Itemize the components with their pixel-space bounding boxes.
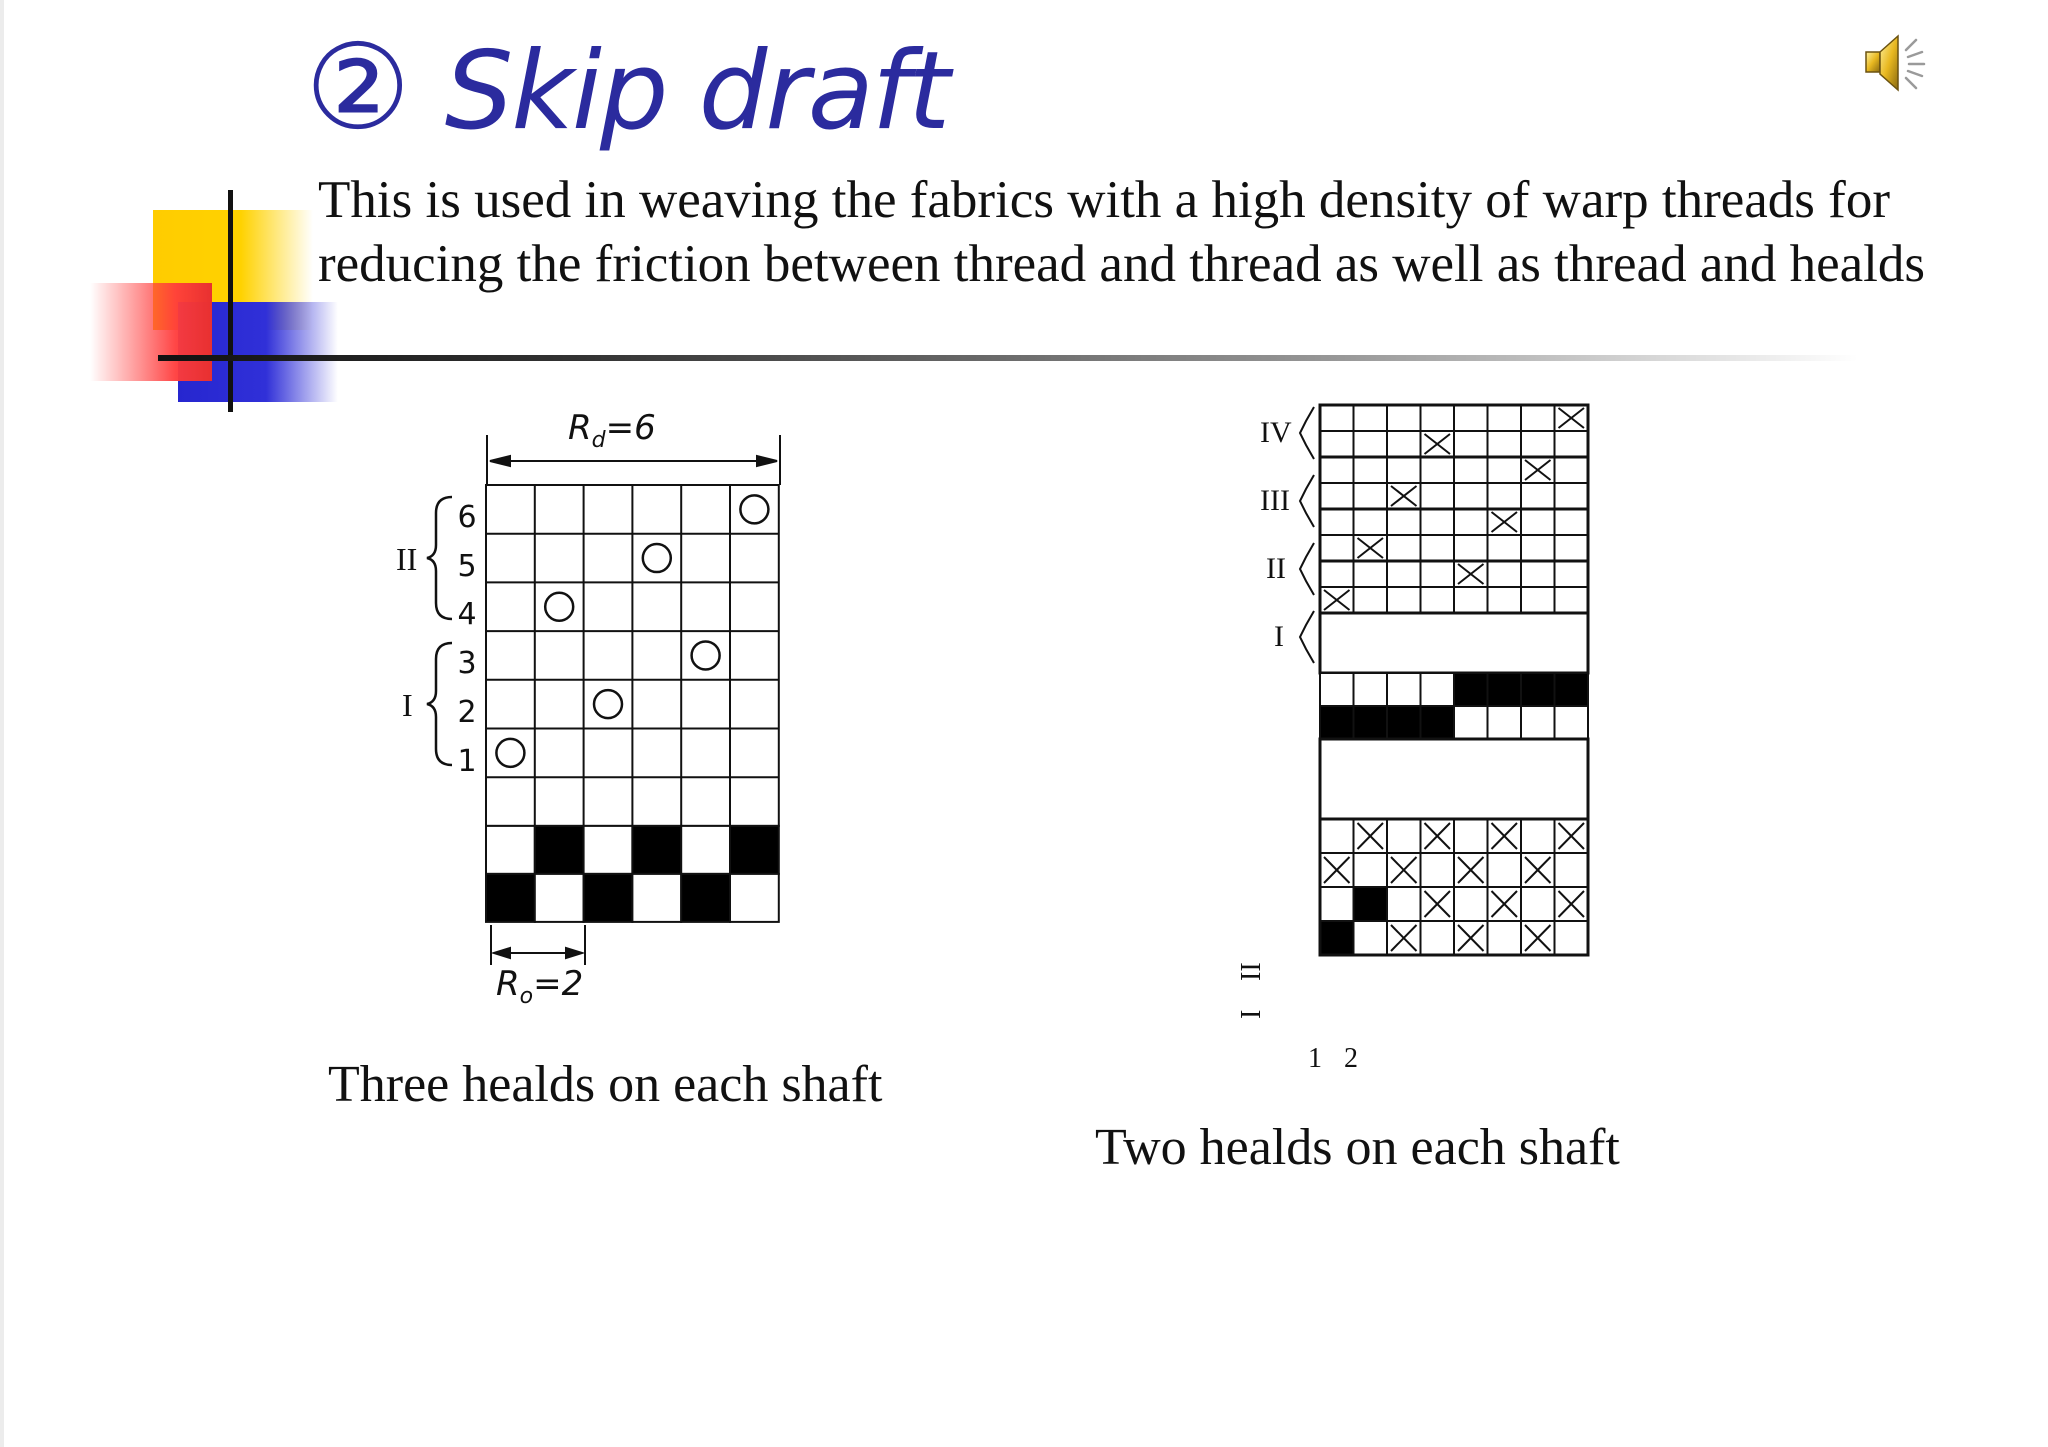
shaft-label-I: I bbox=[1274, 620, 1284, 653]
decor-red-square bbox=[90, 283, 212, 381]
ro-label: $R_o=2$ bbox=[496, 964, 584, 1009]
title-text: Skip draft bbox=[444, 29, 949, 154]
row-label-1: 1 bbox=[457, 744, 477, 779]
reed-dent-cell bbox=[1488, 706, 1522, 739]
weave-plan-cell bbox=[1421, 853, 1455, 887]
reed-dent-cell bbox=[1488, 673, 1522, 706]
side-label-II: II bbox=[1236, 962, 1267, 981]
row-label-2: 2 bbox=[457, 695, 477, 730]
side-label-I: I bbox=[1236, 1009, 1267, 1019]
reed-dent-cell bbox=[1387, 706, 1421, 739]
title-number-marker: ② bbox=[305, 18, 409, 156]
decor-vertical-line bbox=[228, 190, 233, 412]
weave-plan-cell bbox=[1387, 887, 1421, 921]
weave-cell bbox=[584, 826, 633, 874]
weave-plan-cell bbox=[1521, 819, 1555, 853]
weave-plan-cell bbox=[1488, 853, 1522, 887]
reed-dent-cell bbox=[1354, 706, 1388, 739]
shaft-label-II: II bbox=[396, 541, 418, 577]
heald-circle-mark bbox=[692, 641, 720, 669]
shaft-label-I: I bbox=[402, 687, 413, 723]
reed-dent-cell bbox=[1454, 706, 1488, 739]
weave-plan-cell bbox=[1320, 887, 1354, 921]
weave-plan-cell bbox=[1521, 887, 1555, 921]
denting-blank-band bbox=[1320, 613, 1588, 673]
weave-cell bbox=[535, 874, 584, 922]
weave-cell bbox=[535, 826, 584, 874]
weave-cell bbox=[730, 874, 779, 922]
heald-circle-mark bbox=[643, 544, 671, 572]
weave-plan-cell bbox=[1454, 887, 1488, 921]
weave-plan-cell bbox=[1421, 921, 1455, 955]
reed-dent-cell bbox=[1555, 706, 1589, 739]
denting-blank-band bbox=[1320, 739, 1588, 819]
denting-plan bbox=[1320, 613, 1588, 819]
weave-plan-cell bbox=[1555, 921, 1589, 955]
reed-dent-cell bbox=[1521, 673, 1555, 706]
weave-cell bbox=[681, 826, 730, 874]
caption-three-healds: Three healds on each shaft bbox=[328, 1056, 883, 1113]
heald-circle-mark bbox=[545, 593, 573, 621]
weave-pattern-squares bbox=[486, 826, 779, 922]
heald-circle-mark bbox=[594, 690, 622, 718]
bottom-col-label-2: 2 bbox=[1344, 1043, 1358, 1074]
reed-dent-cell bbox=[1354, 673, 1388, 706]
weave-plan-cell bbox=[1555, 853, 1589, 887]
slide-body-text: This is used in weaving the fabrics with a high density of warp threads for reducing the friction between thread and thread as well as thread and healds bbox=[318, 171, 1926, 293]
weave-plan-cell bbox=[1354, 921, 1388, 955]
shaft-brackets bbox=[1300, 407, 1314, 663]
weave-plan-cell bbox=[1488, 921, 1522, 955]
rd-label: $R_d=6$ bbox=[568, 408, 656, 453]
weave-plan-cell bbox=[1387, 819, 1421, 853]
row-label-6: 6 bbox=[457, 500, 477, 535]
reed-dent-cell bbox=[1387, 673, 1421, 706]
shaft-label-II: II bbox=[1266, 552, 1286, 585]
reed-dent-cell bbox=[1521, 706, 1555, 739]
speaker-icon[interactable] bbox=[1860, 30, 1930, 96]
slide-title bbox=[305, 18, 949, 157]
drawing-in-grid bbox=[486, 485, 779, 826]
row-label-4: 4 bbox=[457, 597, 477, 632]
slide-left-edge bbox=[0, 0, 4, 1447]
heald-circle-mark bbox=[496, 739, 524, 767]
weave-cell bbox=[584, 874, 633, 922]
weave-plan-cell bbox=[1320, 819, 1354, 853]
bottom-col-label-1: 1 bbox=[1308, 1043, 1322, 1074]
weave-plan-cell bbox=[1354, 853, 1388, 887]
reed-dent-cell bbox=[1320, 706, 1354, 739]
weave-plan-cell bbox=[1454, 819, 1488, 853]
shaft-label-IV: IV bbox=[1260, 416, 1292, 449]
reed-dent-cell bbox=[1421, 673, 1455, 706]
weave-cell bbox=[632, 826, 681, 874]
reed-dent-cell bbox=[1454, 673, 1488, 706]
caption-two-healds: Two healds on each shaft bbox=[1095, 1119, 1620, 1176]
weave-cell bbox=[486, 874, 535, 922]
ro-dimension bbox=[491, 925, 585, 965]
skip-draft-diagram-two-healds bbox=[1220, 395, 1640, 1095]
weave-cell bbox=[632, 874, 681, 922]
row-labels bbox=[457, 500, 476, 779]
shaft-braces bbox=[427, 497, 452, 765]
shaft-label-III: III bbox=[1260, 484, 1290, 517]
decor-horizontal-rule bbox=[158, 355, 1858, 361]
weave-plan-grid bbox=[1320, 819, 1588, 955]
weave-plan-cell bbox=[1320, 921, 1354, 955]
weave-cell bbox=[681, 874, 730, 922]
reed-dent-cell bbox=[1320, 673, 1354, 706]
reed-dent-cell bbox=[1421, 706, 1455, 739]
heald-circle-mark bbox=[740, 495, 768, 523]
skip-draft-diagram-three-healds bbox=[370, 395, 840, 1015]
weave-plan-cell bbox=[1354, 887, 1388, 921]
weave-cell bbox=[486, 826, 535, 874]
weave-cell bbox=[730, 826, 779, 874]
reed-dent-cell bbox=[1555, 673, 1589, 706]
row-label-5: 5 bbox=[457, 549, 477, 584]
drawing-in-grid bbox=[1320, 405, 1588, 613]
row-label-3: 3 bbox=[457, 646, 477, 681]
